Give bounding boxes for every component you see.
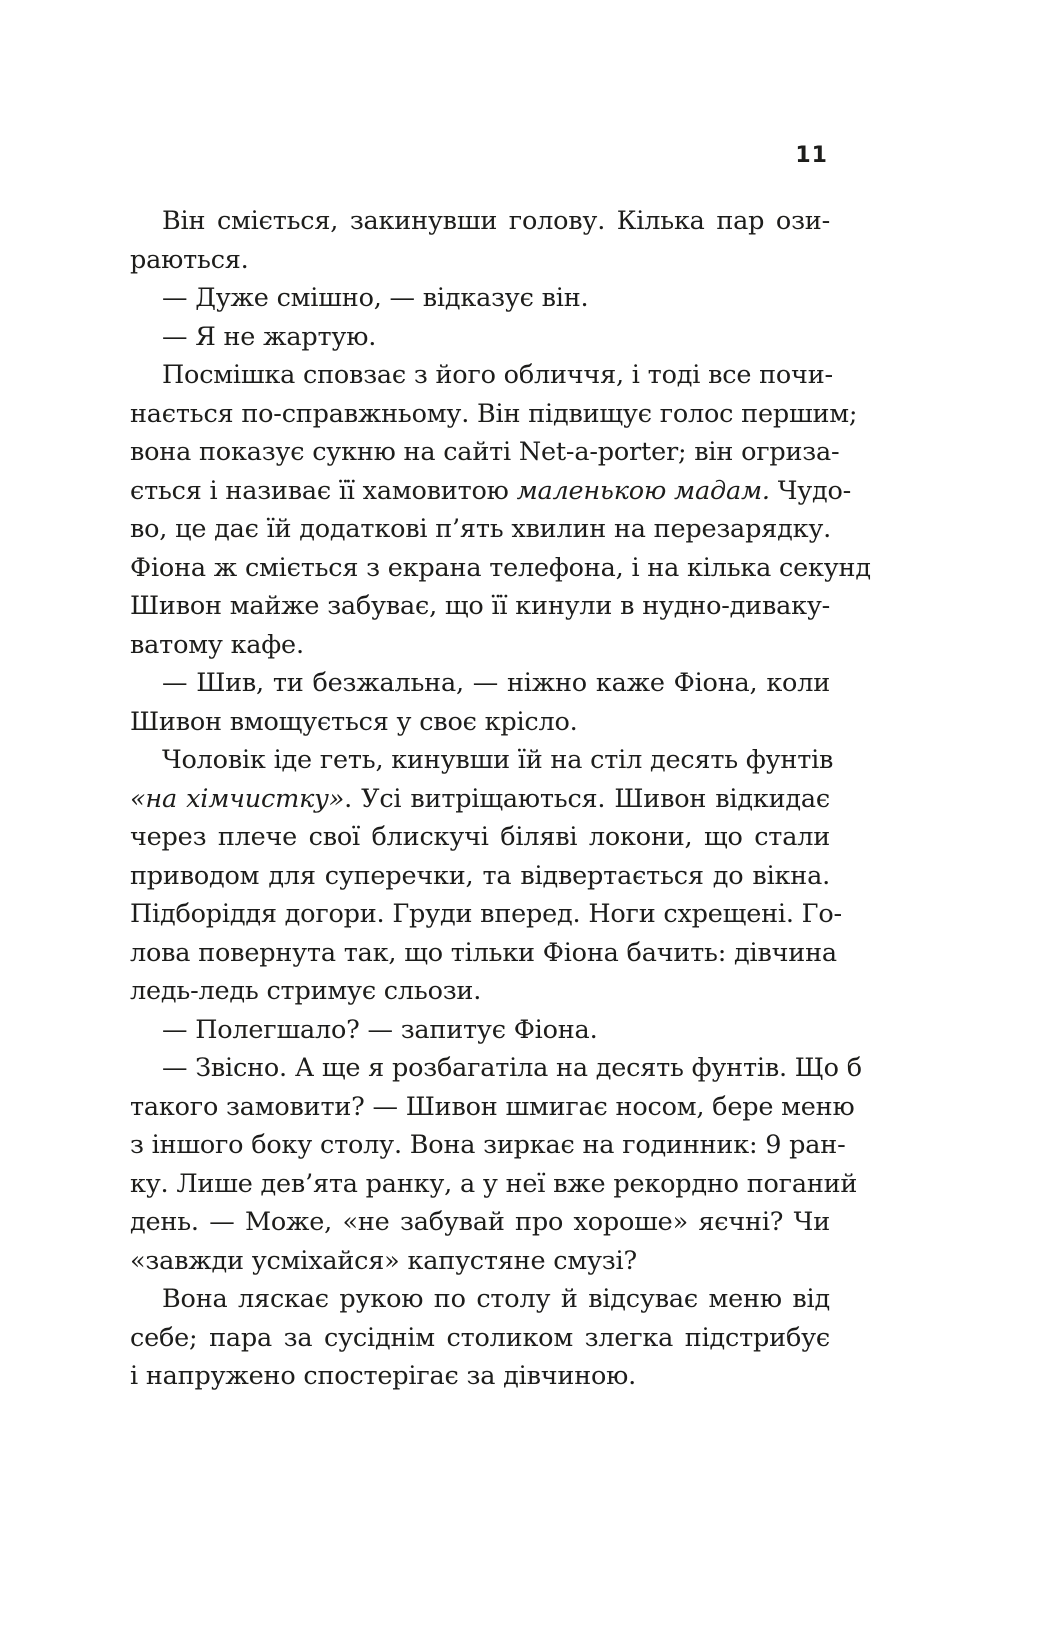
- text-line: Він сміється, закинувши голову. Кілька пар ози-: [162, 206, 830, 236]
- text-line: через плече свої блискучі біляві локони, що стали: [130, 822, 830, 852]
- text-line: — Полегшало? — запитує Фіона.: [162, 1014, 598, 1045]
- text-line: «завжди усміхайся» капустяне смузі?: [130, 1245, 637, 1276]
- text-line: день. — Може, «не забувай про хороше» яєчні? Чи: [130, 1207, 830, 1237]
- text-line: — Шив, ти безжальна, — ніжно каже Фіона, коли: [162, 668, 830, 698]
- text-line: Посмішка сповзає з його обличчя, і тоді все почи-: [162, 360, 833, 390]
- text-line: лова повернута так, що тільки Фіона бачить: дівчина: [130, 937, 837, 968]
- text-line: ледь-ледь стримує сльози.: [130, 976, 482, 1006]
- text-line: нається по-справжньому. Він підвищує голос першим;: [130, 398, 858, 429]
- page-number: 11: [795, 143, 828, 168]
- text-line: — Дуже смішно, — відказує він.: [162, 283, 589, 313]
- text-line: Шивон вмощується у своє крісло.: [130, 706, 578, 737]
- text-line: ватому кафе.: [130, 629, 304, 660]
- italic-run: маленькою мадам.: [516, 475, 770, 506]
- text-line: Фіона ж сміється з екрана телефона, і на кілька секунд: [130, 552, 871, 583]
- text-line: [130, 472, 852, 511]
- text-line: — Звісно. А ще я розбагатіла на десять фунтів. Що б: [162, 1053, 862, 1083]
- text-run: ється і називає її хамовитою: [130, 475, 517, 506]
- text-line: вона показує сукню на сайті Net-a-porter; він огриза-: [130, 437, 840, 467]
- text-line: — Я не жартую.: [162, 321, 377, 352]
- text-line: Чоловік іде геть, кинувши їй на стіл десять фунтів: [162, 745, 834, 775]
- text-line: Шивон майже забуває, що її кинули в нудно-диваку-: [130, 591, 831, 621]
- italic-run: «на хімчистку»: [130, 783, 345, 814]
- text-line: приводом для суперечки, та відвертається до вікна.: [130, 860, 830, 891]
- text-line: Вона ляскає рукою по столу й відсуває меню від: [162, 1284, 830, 1314]
- text-line: раються.: [130, 244, 249, 275]
- text-line: во, це дає їй додаткові п’ять хвилин на перезарядку.: [130, 514, 832, 544]
- text-line: і напружено спостерігає за дівчиною.: [130, 1361, 637, 1391]
- text-line: Підборіддя догори. Груди вперед. Ноги схрещені. Го-: [130, 899, 842, 929]
- body-text: [130, 202, 871, 1396]
- text-line: такого замовити? — Шивон шмигає носом, бере меню: [130, 1091, 855, 1122]
- text-line: [130, 780, 830, 819]
- text-line: з іншого боку столу. Вона зиркає на годинник: 9 ран-: [130, 1130, 846, 1160]
- text-line: себе; пара за сусіднім столиком злегка підстрибує: [130, 1322, 830, 1353]
- text-run: Чудо-: [769, 475, 852, 506]
- text-run: . Усі витріщаються. Шивон відкидає: [344, 783, 830, 814]
- text-line: ку. Лише дев’ята ранку, а у неї вже рекордно поганий: [130, 1168, 858, 1199]
